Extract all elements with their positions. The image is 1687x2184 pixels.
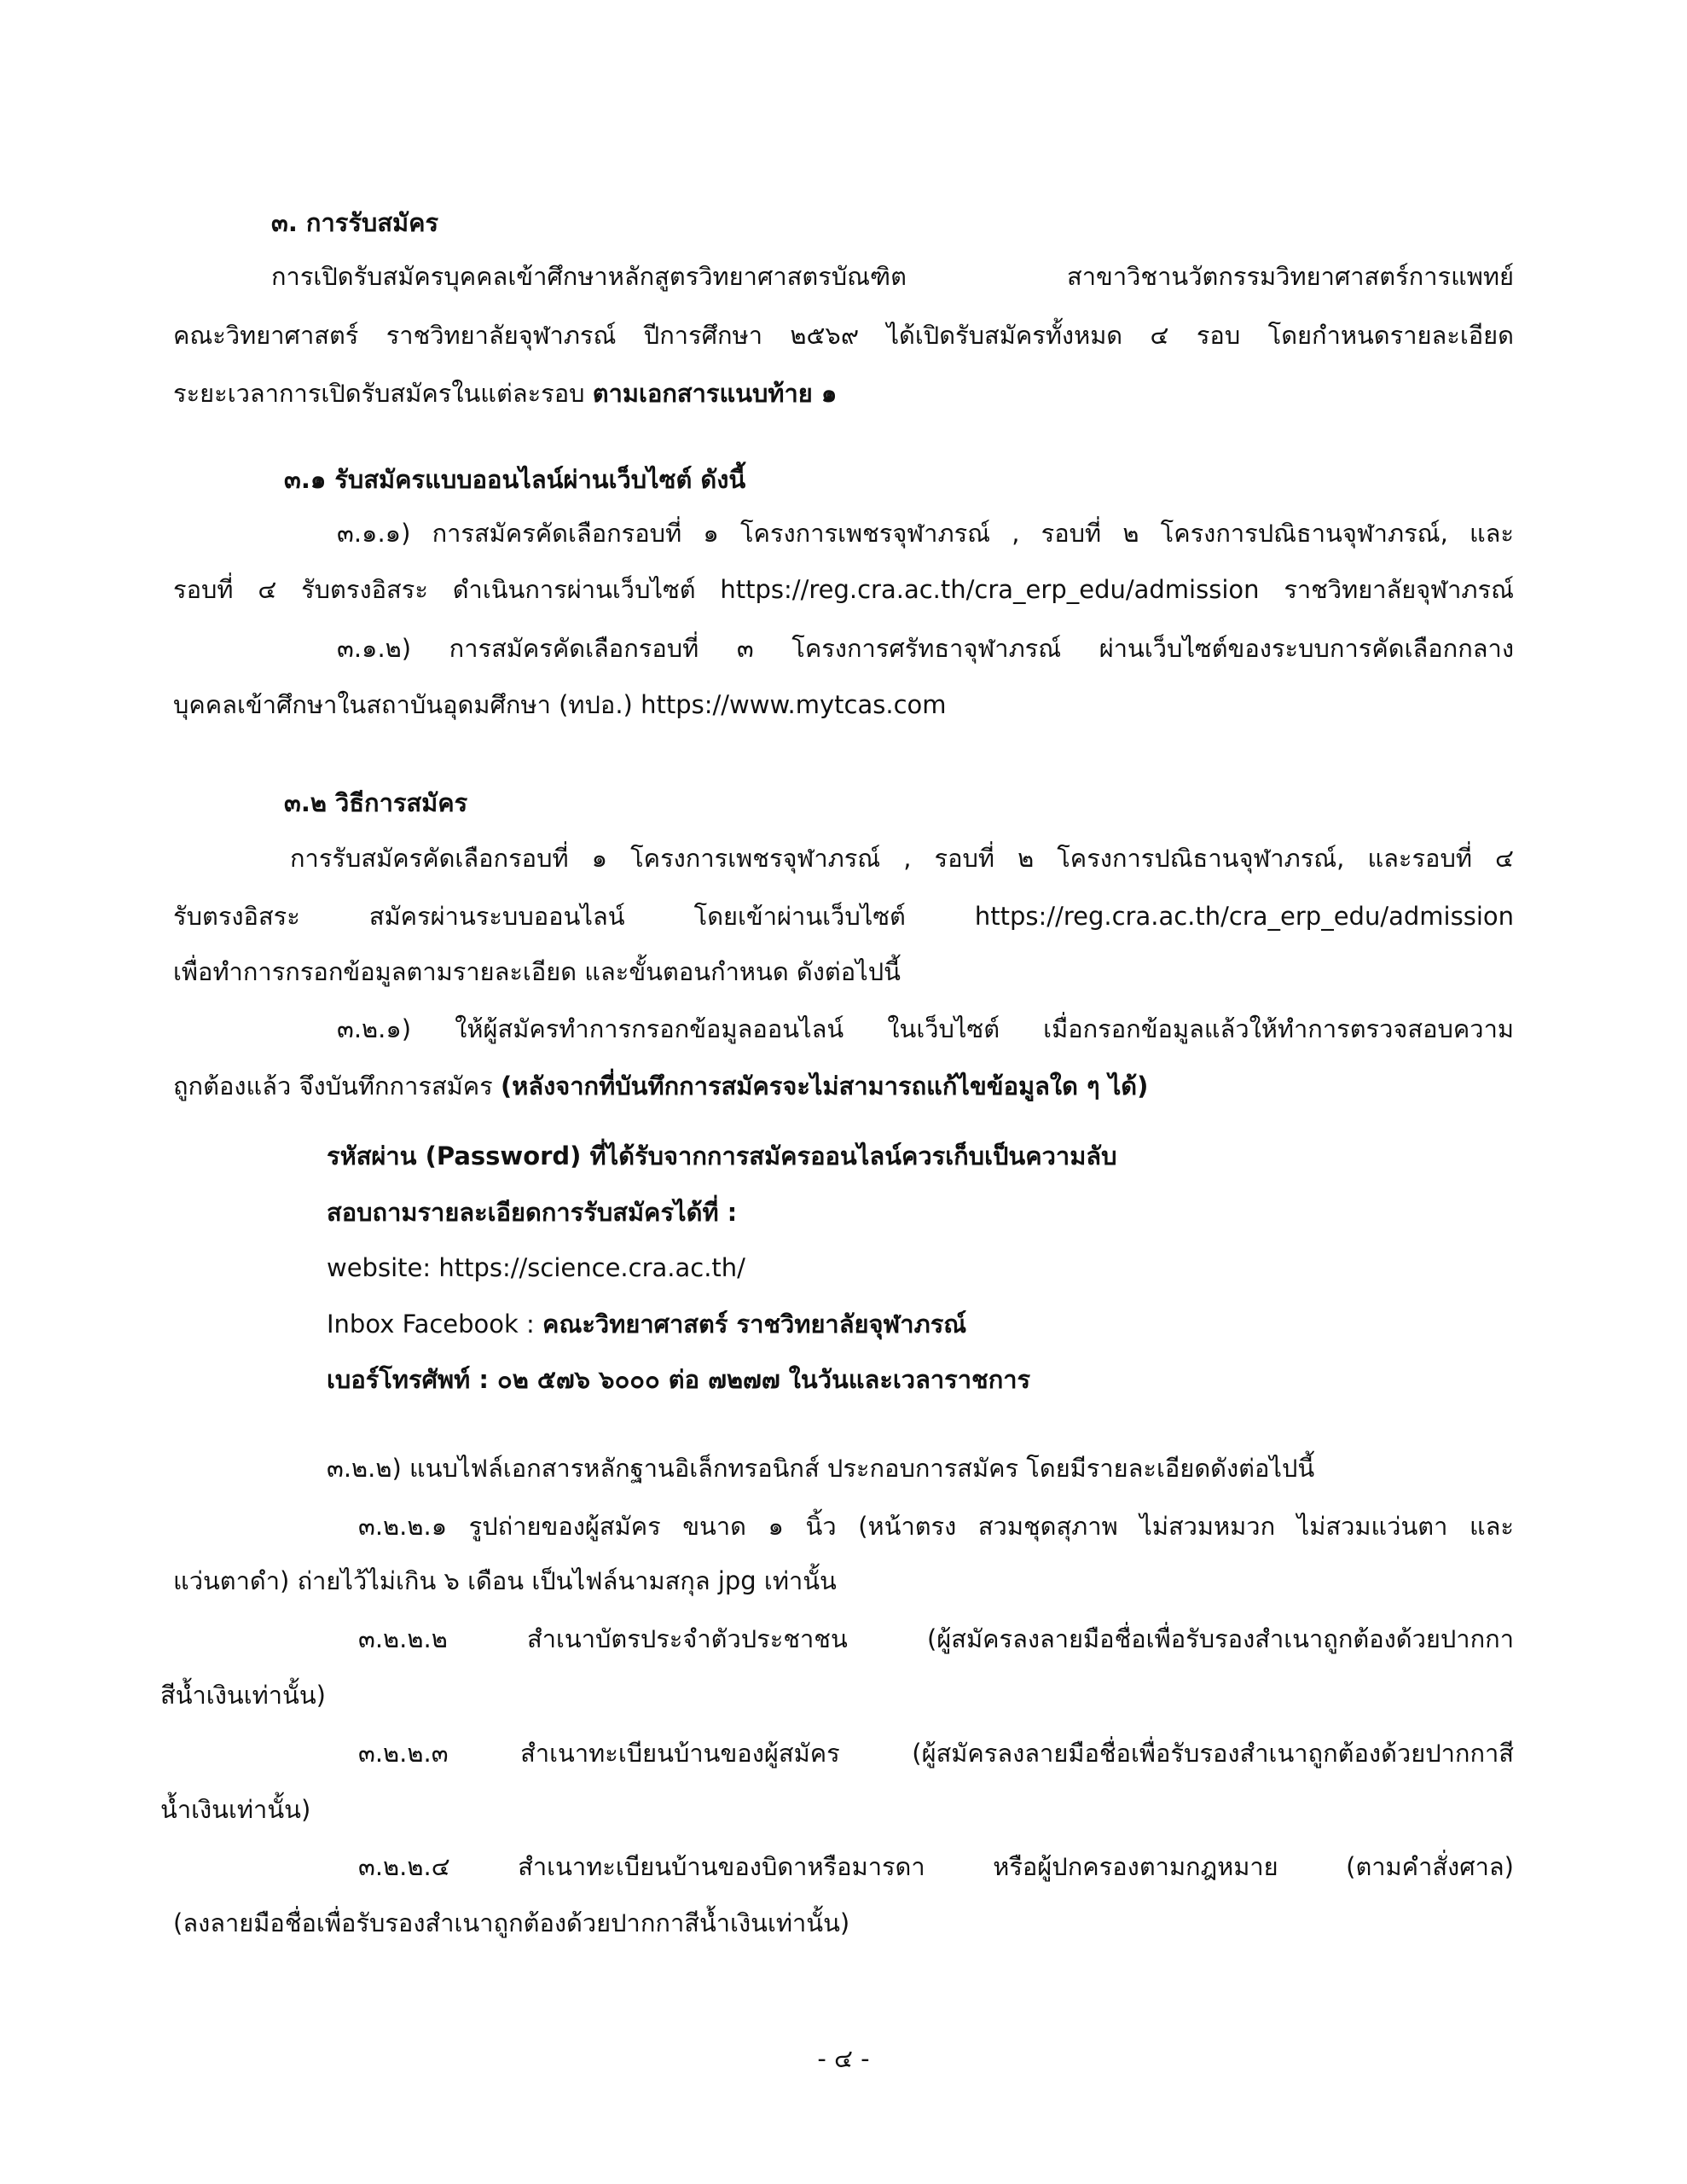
section-3-2-intro-line-1: การรับสมัครคัดเลือกรอบที่ ๑ โครงการเพชรจุฬาภรณ์ , รอบที่ ๒ โครงการปณิธานจุฬาภรณ์, และรอบที่ ๔ xyxy=(290,844,1514,873)
page-number: - ๔ - xyxy=(817,2044,870,2073)
item-3-2-2-2-line-2: สีน้ำเงินเท่านั้น) xyxy=(160,1681,326,1710)
section-3-2-1-text: ถูกต้องแล้ว จึงบันทึกการสมัคร xyxy=(173,1072,501,1101)
password-notice: รหัสผ่าน (Password) ที่ได้รับจากการสมัครออนไลน์ควรเก็บเป็นความลับ xyxy=(327,1141,1117,1170)
section-3-intro-line-3 xyxy=(173,375,837,411)
section-3-2-intro-line-2: รับตรงอิสระ สมัครผ่านระบบออนไลน์ โดยเข้าผ่านเว็บไซต์ https://reg.cra.ac.th/cra_erp_edu/admission xyxy=(173,902,1514,931)
section-3-intro-line-1: การเปิดรับสมัครบุคคลเข้าศึกษาหลักสูตรวิทยาศาสตรบัณฑิต สาขาวิชานวัตกรรมวิทยาศาสตร์การแพทย์ xyxy=(271,262,1514,291)
section-3-1-1-line-1: ๓.๑.๑) การสมัครคัดเลือกรอบที่ ๑ โครงการเพชรจุฬาภรณ์ , รอบที่ ๒ โครงการปณิธานจุฬาภรณ์, และ xyxy=(337,519,1514,548)
item-3-2-2-3-line-1: ๓.๒.๒.๓ สำเนาทะเบียนบ้านของผู้สมัคร (ผู้สมัครลงลายมือชื่อเพื่อรับรองสำเนาถูกต้องด้วยปากกาสี xyxy=(358,1739,1514,1768)
attachment-reference: ตามเอกสารแนบท้าย ๑ xyxy=(592,379,838,408)
contact-facebook xyxy=(327,1306,966,1342)
item-3-2-2-2-line-1: ๓.๒.๒.๒ สำเนาบัตรประจำตัวประชาชน (ผู้สมัครลงลายมือชื่อเพื่อรับรองสำเนาถูกต้องด้วยปากกา xyxy=(358,1624,1514,1653)
no-edit-warning: (หลังจากที่บันทึกการสมัครจะไม่สามารถแก้ไขข้อมูลใด ๆ ได้) xyxy=(500,1072,1149,1101)
section-3-heading: ๓. การรับสมัคร xyxy=(271,208,439,237)
section-3-2-heading: ๓.๒ วิธีการสมัคร xyxy=(284,788,468,817)
section-3-intro-line-2: คณะวิทยาศาสตร์ ราชวิทยาลัยจุฬาภรณ์ ปีการศึกษา ๒๕๖๙ ได้เปิดรับสมัครทั้งหมด ๔ รอบ โดยกำหนดรายละเอียด xyxy=(173,321,1514,350)
item-3-2-2-1-line-2: แว่นตาดำ) ถ่ายไว้ไม่เกิน ๖ เดือน เป็นไฟล์นามสกุล jpg เท่านั้น xyxy=(173,1566,837,1595)
item-3-2-2-3-line-2: น้ำเงินเท่านั้น) xyxy=(160,1795,311,1824)
section-3-2-intro-line-3: เพื่อทำการกรอกข้อมูลตามรายละเอียด และขั้นตอนกำหนด ดังต่อไปนี้ xyxy=(173,957,901,986)
section-3-1-2-line-1: ๓.๑.๒) การสมัครคัดเลือกรอบที่ ๓ โครงการศรัทธาจุฬาภรณ์ ผ่านเว็บไซต์ของระบบการคัดเลือกกลาง xyxy=(337,634,1514,663)
inquiry-heading: สอบถามรายละเอียดการรับสมัครได้ที่ : xyxy=(327,1198,738,1227)
item-3-2-2-4-line-1: ๓.๒.๒.๔ สำเนาทะเบียนบ้านของบิดาหรือมารดา หรือผู้ปกครองตามกฎหมาย (ตามคำสั่งศาล) xyxy=(358,1852,1514,1881)
section-3-1-heading: ๓.๑ รับสมัครแบบออนไลน์ผ่านเว็บไซต์ ดังนี้ xyxy=(284,465,746,494)
section-3-1-2-line-2: บุคคลเข้าศึกษาในสถาบันอุดมศึกษา (ทปอ.) https://www.mytcas.com xyxy=(173,690,947,719)
contact-website xyxy=(327,1250,745,1286)
website-label: website: xyxy=(327,1253,439,1282)
facebook-name: คณะวิทยาศาสตร์ ราชวิทยาลัยจุฬาภรณ์ xyxy=(542,1310,967,1339)
website-url: https://science.cra.ac.th/ xyxy=(438,1253,745,1282)
section-3-2-1-line-2 xyxy=(173,1068,1148,1104)
item-3-2-2-1-line-1: ๓.๒.๒.๑ รูปถ่ายของผู้สมัคร ขนาด ๑ นิ้ว (หน้าตรง สวมชุดสุภาพ ไม่สวมหมวก ไม่สวมแว่นตา และ xyxy=(358,1512,1514,1541)
section-3-1-1-line-2: รอบที่ ๔ รับตรงอิสระ ดำเนินการผ่านเว็บไซต์ https://reg.cra.ac.th/cra_erp_edu/admission ราชวิทยาลัยจุฬาภรณ์ xyxy=(173,575,1514,604)
contact-phone: เบอร์โทรศัพท์ : ๐๒ ๕๗๖ ๖๐๐๐ ต่อ ๗๒๗๗ ในวันและเวลาราชการ xyxy=(327,1365,1031,1394)
section-3-intro-text: ระยะเวลาการเปิดรับสมัครในแต่ละรอบ xyxy=(173,379,593,408)
item-3-2-2-4-line-2: (ลงลายมือชื่อเพื่อรับรองสำเนาถูกต้องด้วยปากกาสีน้ำเงินเท่านั้น) xyxy=(173,1908,850,1937)
section-3-2-2-line-1: ๓.๒.๒) แนบไฟล์เอกสารหลักฐานอิเล็กทรอนิกส์ ประกอบการสมัคร โดยมีรายละเอียดดังต่อไปนี้ xyxy=(327,1454,1315,1483)
facebook-label: Inbox Facebook : xyxy=(327,1310,543,1339)
section-3-2-1-line-1: ๓.๒.๑) ให้ผู้สมัครทำการกรอกข้อมูลออนไลน์ ในเว็บไซต์ เมื่อกรอกข้อมูลแล้วให้ทำการตรวจสอบความ xyxy=(337,1014,1514,1043)
